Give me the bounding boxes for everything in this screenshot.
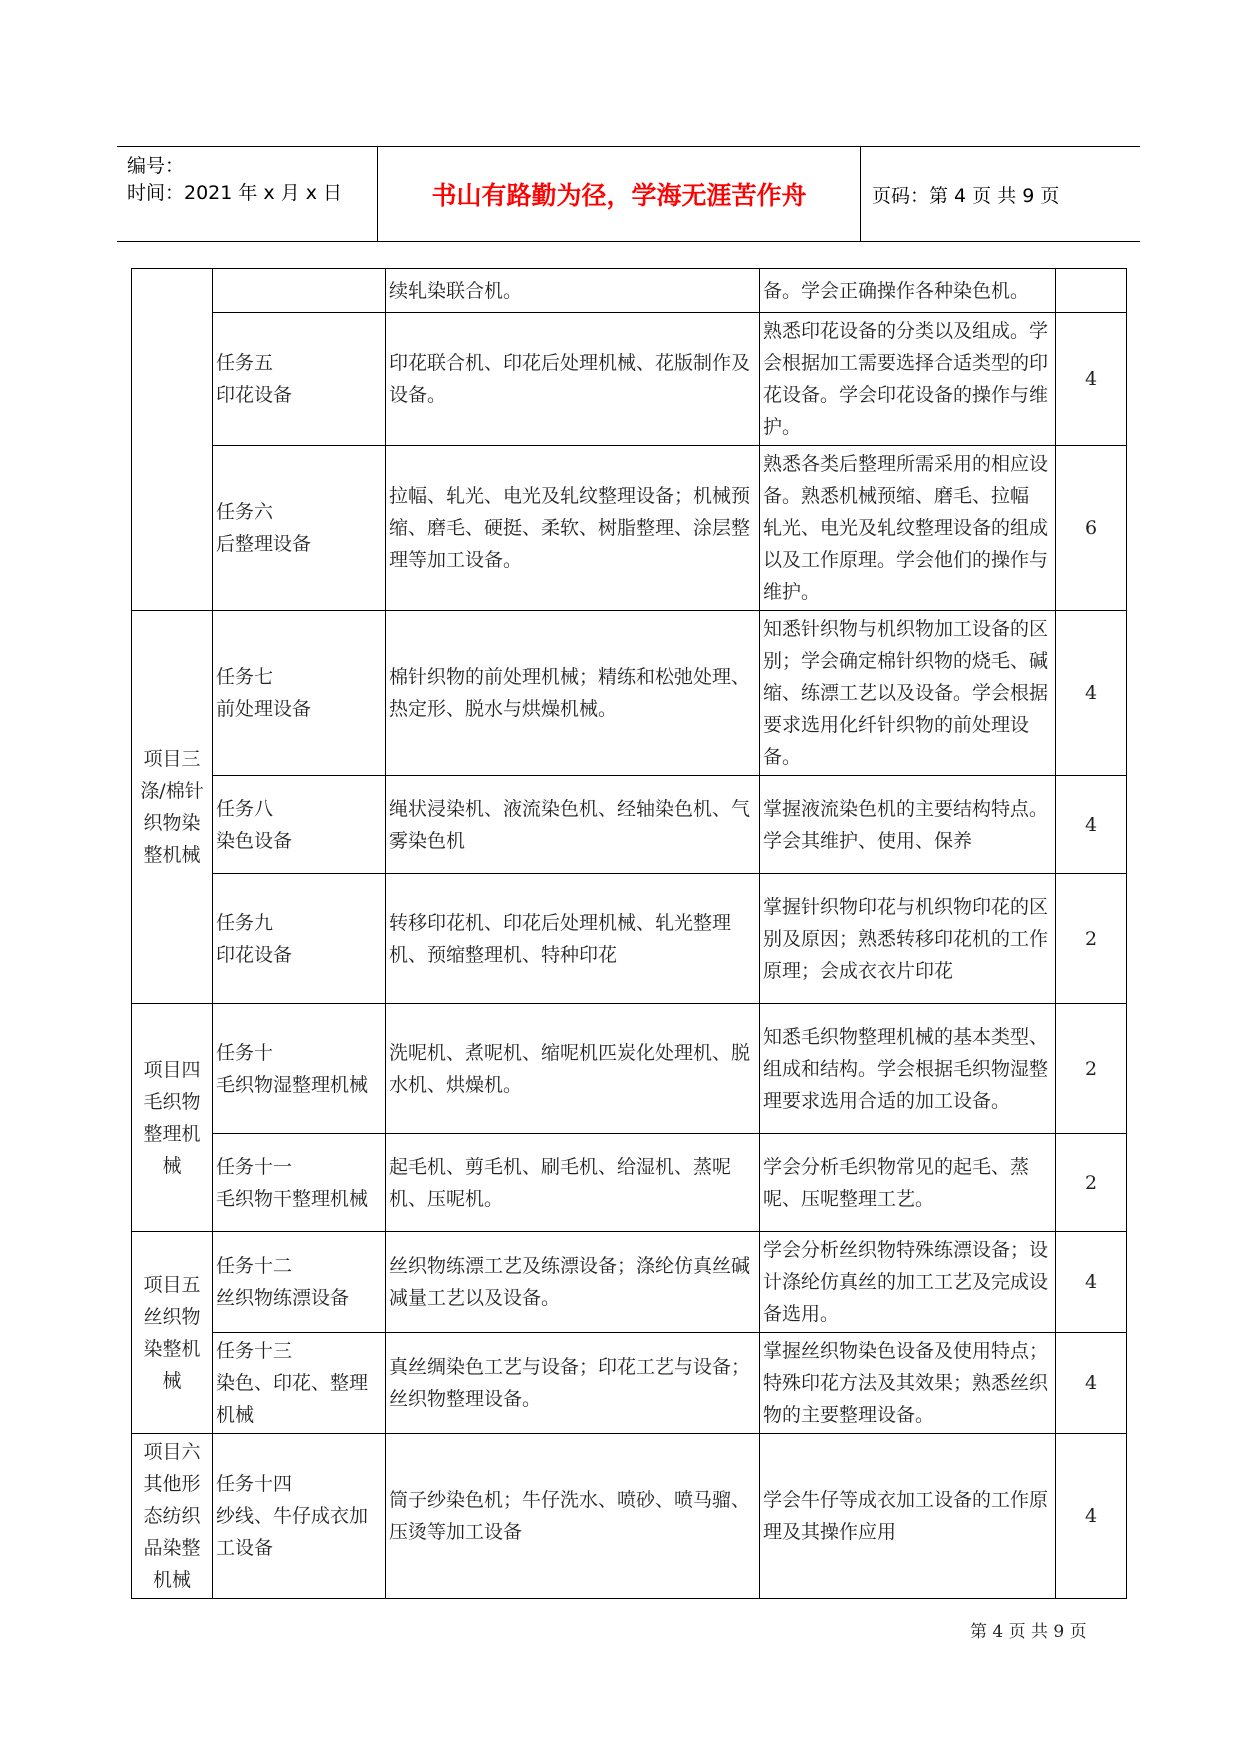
- hours-cell: 4: [1056, 1434, 1127, 1599]
- task-id: 任务十二 丝织物练漂设备: [216, 1255, 350, 1309]
- task-id: 任务六 后整理设备: [216, 501, 312, 555]
- table-row: [132, 1004, 1127, 1134]
- content-cell: 续轧染联合机。: [386, 269, 760, 313]
- task-cell: [213, 1333, 386, 1434]
- task-cell: [213, 313, 386, 446]
- task-cell: [213, 1434, 386, 1599]
- task-cell: [213, 1134, 386, 1232]
- table-row: [132, 269, 1127, 313]
- page-code: 页码：第 4 页 共 9 页: [872, 184, 1060, 207]
- goal-cell: 学会牛仔等成衣加工设备的工作原理及其操作应用: [760, 1434, 1056, 1599]
- project-cell: 项目六其他形态纺织品染整机械: [132, 1434, 213, 1599]
- task-id: 任务九 印花设备: [216, 911, 293, 966]
- task-cell: [213, 269, 386, 313]
- task-id: 任务十 毛织物湿整理机械: [216, 1041, 369, 1096]
- project-cell: 项目三涤/棉针织物染整机械: [132, 611, 213, 1004]
- project-cell: 项目五丝织物染整机械: [132, 1232, 213, 1434]
- task-id: 任务十一 毛织物干整理机械: [216, 1155, 369, 1210]
- task-id: 任务十三 染色、印花、整理机械: [216, 1340, 369, 1426]
- hours-cell: 4: [1056, 1333, 1127, 1434]
- table-row: [132, 1134, 1127, 1232]
- content-cell: 起毛机、剪毛机、刷毛机、给湿机、蒸呢机、压呢机。: [386, 1134, 760, 1232]
- content-cell: 转移印花机、印花后处理机械、轧光整理机、预缩整理机、特种印花: [386, 874, 760, 1004]
- table-row: [132, 1434, 1127, 1599]
- time-label: 时间：2021 年 x 月 x 日: [127, 182, 343, 204]
- table-row: [132, 1333, 1127, 1434]
- goal-cell: 备。学会正确操作各种染色机。: [760, 269, 1056, 313]
- course-table: [131, 268, 1127, 1599]
- hours-cell: [1056, 269, 1127, 313]
- content-cell: 印花联合机、印花后处理机械、花版制作及设备。: [386, 313, 760, 446]
- goal-cell: 知悉针织物与机织物加工设备的区别；学会确定棉针织物的烧毛、碱缩、练漂工艺以及设备。学会根据要求选用化纤针织物的前处理设备。: [760, 611, 1056, 776]
- table-row: [132, 874, 1127, 1004]
- table-row: [132, 446, 1127, 611]
- task-id: 任务五 印花设备: [216, 352, 293, 406]
- task-cell: [213, 1004, 386, 1134]
- table-row: [132, 611, 1127, 776]
- hours-cell: 4: [1056, 776, 1127, 874]
- project-cell: 项目四毛织物整理机械: [132, 1004, 213, 1232]
- goal-cell: 知悉毛织物整理机械的基本类型、组成和结构。学会根据毛织物湿整理要求选用合适的加工设备。: [760, 1004, 1056, 1134]
- hours-cell: 2: [1056, 1134, 1127, 1232]
- task-id: 任务七 前处理设备: [216, 666, 312, 720]
- project-cell: [132, 269, 213, 611]
- content-cell: 洗呢机、煮呢机、缩呢机匹炭化处理机、脱水机、烘燥机。: [386, 1004, 760, 1134]
- task-id: 任务八 染色设备: [216, 797, 293, 852]
- content-cell: 筒子纱染色机；牛仔洗水、喷砂、喷马骝、压烫等加工设备: [386, 1434, 760, 1599]
- hours-cell: 4: [1056, 611, 1127, 776]
- task-id: 任务十四 纱线、牛仔成衣加工设备: [216, 1473, 369, 1559]
- table-row: [132, 1232, 1127, 1333]
- hours-cell: 2: [1056, 874, 1127, 1004]
- task-cell: [213, 1232, 386, 1333]
- task-cell: [213, 874, 386, 1004]
- table-row: [132, 776, 1127, 874]
- header-divider: [860, 147, 861, 241]
- content-cell: 棉针织物的前处理机械；精练和松弛处理、热定形、脱水与烘燥机械。: [386, 611, 760, 776]
- content-cell: 丝织物练漂工艺及练漂设备；涤纶仿真丝碱减量工艺以及设备。: [386, 1232, 760, 1333]
- goal-cell: 掌握丝织物染色设备及使用特点；特殊印花方法及其效果；熟悉丝织物的主要整理设备。: [760, 1333, 1056, 1434]
- hours-cell: 2: [1056, 1004, 1127, 1134]
- header-meta: [127, 147, 377, 241]
- goal-cell: 掌握针织物印花与机织物印花的区别及原因；熟悉转移印花机的工作原理；会成衣衣片印花: [760, 874, 1056, 1004]
- task-cell: [213, 446, 386, 611]
- content-cell: 真丝绸染色工艺与设备；印花工艺与设备；丝织物整理设备。: [386, 1333, 760, 1434]
- goal-cell: 学会分析毛织物常见的起毛、蒸呢、压呢整理工艺。: [760, 1134, 1056, 1232]
- task-cell: [213, 776, 386, 874]
- number-label: 编号：: [127, 155, 185, 177]
- table-row: [132, 313, 1127, 446]
- goal-cell: 熟悉印花设备的分类以及组成。学会根据加工需要选择合适类型的印花设备。学会印花设备的操作与维护。: [760, 313, 1056, 446]
- goal-cell: 熟悉各类后整理所需采用的相应设备。熟悉机械预缩、磨毛、拉幅 轧光、电光及轧纹整理设备的组成以及工作原理。学会他们的操作与维护。: [760, 446, 1056, 611]
- page-header: [117, 146, 1140, 242]
- content-cell: 绳状浸染机、液流染色机、经轴染色机、气雾染色机: [386, 776, 760, 874]
- content-cell: 拉幅、轧光、电光及轧纹整理设备；机械预缩、磨毛、硬挺、柔软、树脂整理、涂层整理等加工设备。: [386, 446, 760, 611]
- page-footer: 第 4 页 共 9 页: [970, 1622, 1087, 1642]
- goal-cell: 学会分析丝织物特殊练漂设备；设计涤纶仿真丝的加工工艺及完成设备选用。: [760, 1232, 1056, 1333]
- motto-text: 书山有路勤为径，学海无涯苦作舟: [431, 181, 807, 210]
- hours-cell: 4: [1056, 313, 1127, 446]
- hours-cell: 4: [1056, 1232, 1127, 1333]
- task-cell: [213, 611, 386, 776]
- goal-cell: 掌握液流染色机的主要结构特点。学会其维护、使用、保养: [760, 776, 1056, 874]
- hours-cell: 6: [1056, 446, 1127, 611]
